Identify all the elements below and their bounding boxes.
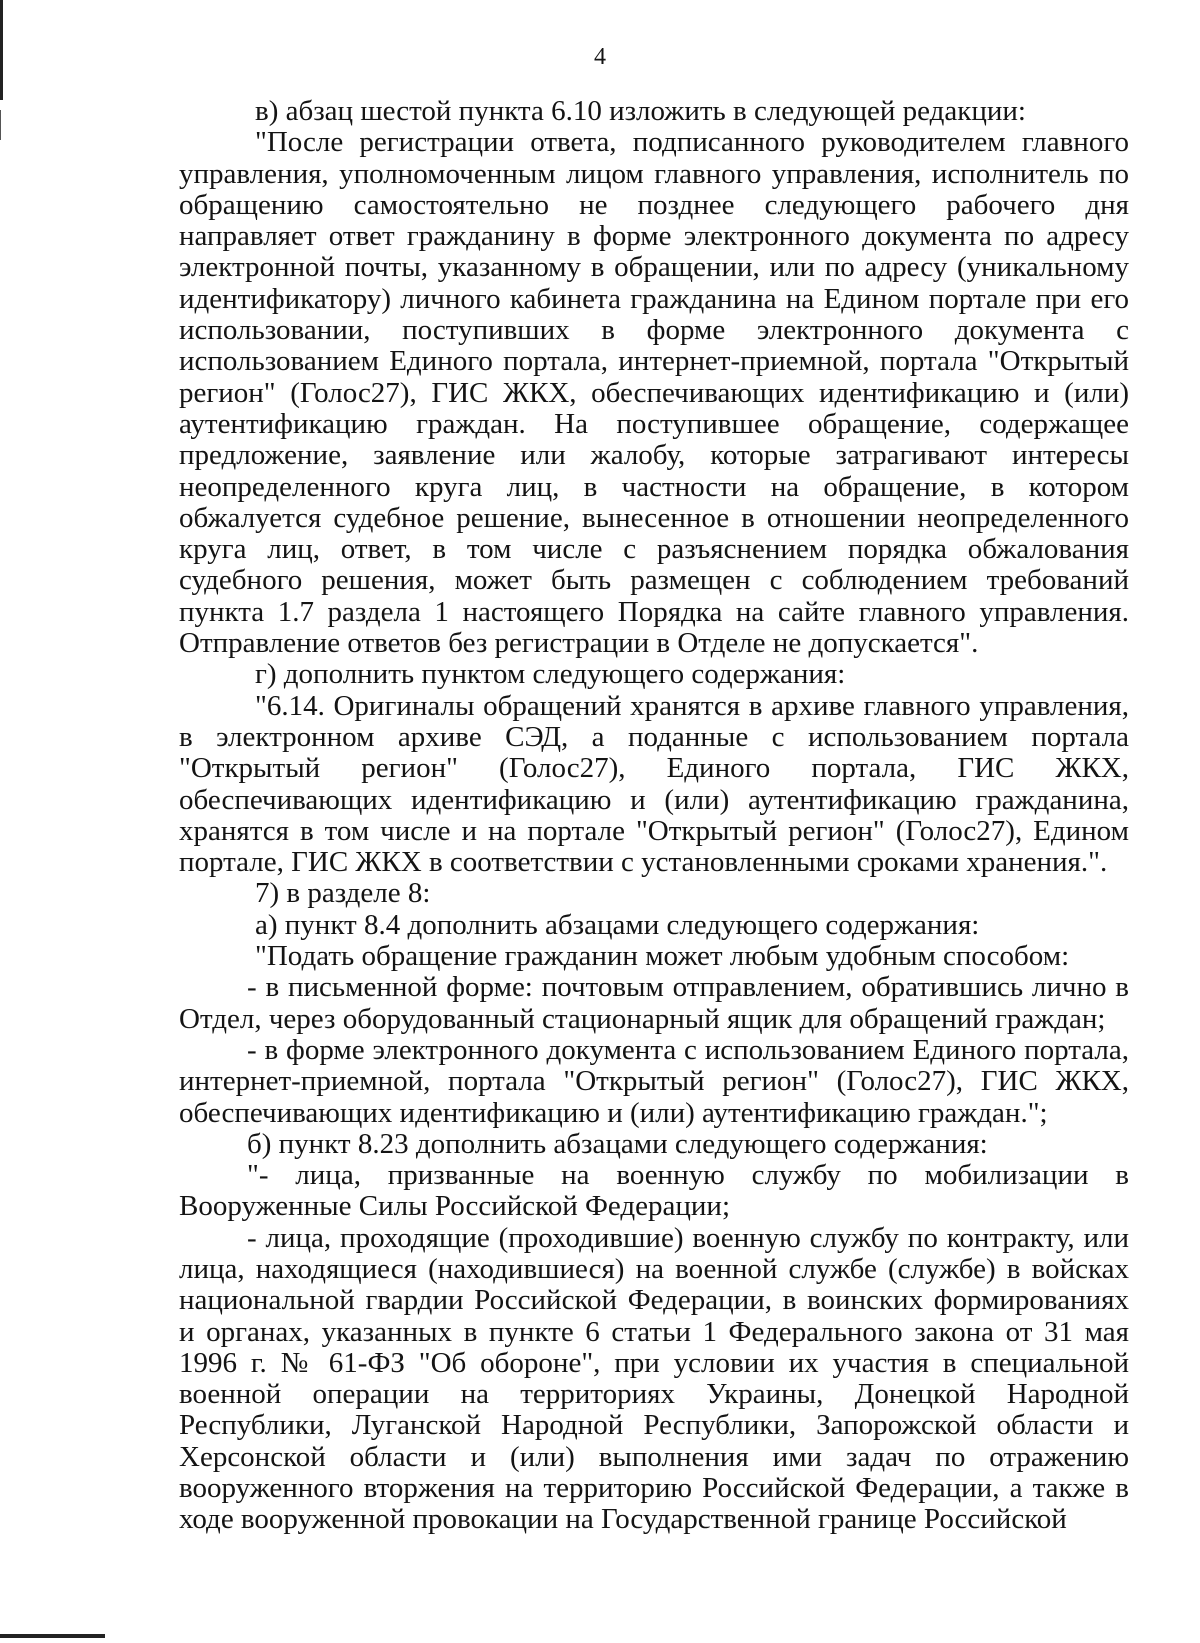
paragraph-item-a: а) пункт 8.4 дополнить абзацами следующего содержания: <box>255 908 980 941</box>
paragraph-contract-service: - лица, проходящие (проходившие) военную службу по контракту, или лица, находящиеся (находившиеся) на военной службе (службе) в войсках национальной гвардии Российской Федерации, в воинских формированиях и органах, указанных в пункте 6 статьи 1 Федерального закона от 31 мая 1996 г. № 61-ФЗ "Об обороне", при условии их участия в специальной военной операции на территориях Украины, Донецкой Народной Республики, Луганской Народной Республики, Запорожской области и Херсонской области и (или) выполнения ими задач по отражению вооруженного вторжения на территорию Российской Федерации, а также в ходе вооруженной провокации на Государственной границе Российской <box>179 1221 1129 1536</box>
paragraph-quote-6-14: "6.14. Оригиналы обращений хранятся в архиве главного управления, в электронном архиве СЭД, а поданные с использованием портала "Открытый регион" (Голос27), Единого портала, ГИС ЖКХ, обеспечивающих идентификацию и (или) аутентификацию гражданина, хранятся в том числе и на портале "Открытый регион" (Голос27), Едином портале, ГИС ЖКХ в соответствии с установленными сроками хранения.". <box>179 689 1129 879</box>
paragraph-item-b: б) пункт 8.23 дополнить абзацами следующего содержания: <box>247 1127 988 1160</box>
paragraph-item-g: г) дополнить пунктом следующего содержания: <box>255 658 846 691</box>
paragraph-mobilized: "- лица, призванные на военную службу по мобилизации в Вооруженные Силы Российской Федерации; <box>179 1159 1129 1223</box>
paragraph-quote-6-10: "После регистрации ответа, подписанного руководителем главного управления, уполномоченным лицом главного управления, исполнитель по обращению самостоятельно не позднее следующего рабочего дня направляет ответ гражданину в форме электронного документа по адресу электронной почты, указанному в обращении, или по адресу (уникальному идентификатору) личного кабинета гражданина на Едином портале при его использовании, поступивших в форме электронного документа с использованием Единого портала, интернет-приемной, портала "Открытый регион" (Голос27), ГИС ЖКХ, обеспечивающих идентификацию и (или) аутентификацию граждан. На поступившее обращение, содержащее предложение, заявление или жалобу, которые затрагивают интересы неопределенного круга лиц, в частности на обращение, в котором обжалуется судебное решение, вынесенное в отношении неопределенного круга лиц, ответ, в том числе с разъяснением порядка обжалования судебного решения, может быть размещен с соблюдением требований пункта 1.7 раздела 1 настоящего Порядка на сайте главного управления. Отправление ответов без регистрации в Отделе не допускается". <box>179 126 1129 660</box>
page-number: 4 <box>594 44 606 70</box>
scan-edge-mark <box>0 1634 105 1638</box>
scan-edge-mark <box>0 110 1 140</box>
paragraph-quote-submit: "Подать обращение гражданин может любым удобным способом: <box>255 940 1070 973</box>
paragraph-written-form: - в письменной форме: почтовым отправлением, обратившись лично в Отдел, через оборудованный стационарный ящик для обращений граждан; <box>179 971 1129 1035</box>
paragraph-electronic-form: - в форме электронного документа с использованием Единого портала, интернет-приемной, портала "Открытый регион" (Голос27), ГИС ЖКХ, обеспечивающих идентификацию и (или) аутентификацию граждан."; <box>179 1033 1129 1129</box>
document-body <box>179 96 1129 1536</box>
paragraph-section-8: 7) в разделе 8: <box>255 877 431 910</box>
paragraph-item-v: в) абзац шестой пункта 6.10 изложить в следующей редакции: <box>255 95 1026 127</box>
